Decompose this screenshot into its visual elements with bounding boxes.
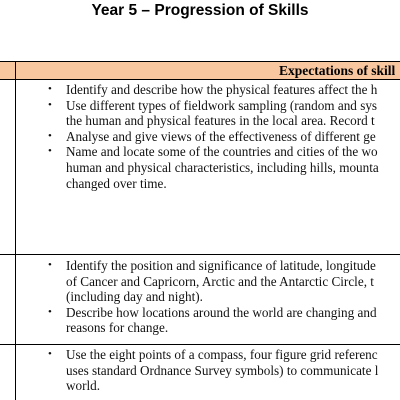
table-row xyxy=(46,82,400,191)
list-item xyxy=(46,347,400,394)
skill-list xyxy=(46,258,400,336)
bullet-icon: • xyxy=(48,259,52,271)
skill-text: Identify the position and significance of latitude, longitude of Cancer and Capricorn, Arctic and the Antarctic Circle, t (including day and night). xyxy=(66,258,376,305)
list-item xyxy=(46,305,400,336)
list-item xyxy=(46,129,400,145)
skill-text: Use the eight points of a compass, four figure grid referenc uses standard Ordnance Survey symbols) to communicate l world. xyxy=(66,347,379,394)
header-expectations: Expectations of skill xyxy=(279,63,396,78)
skill-text: Analyse and give views of the effectiveness of different ge xyxy=(66,128,376,144)
table-border-top xyxy=(0,61,400,62)
list-item xyxy=(46,98,400,129)
bullet-icon: • xyxy=(48,145,52,158)
list-item xyxy=(46,258,400,305)
row-divider xyxy=(0,344,400,345)
header-divider xyxy=(0,79,400,80)
table-header xyxy=(0,61,400,80)
bullet-icon: • xyxy=(48,129,52,142)
bullet-icon: • xyxy=(48,98,52,111)
bullet-icon: • xyxy=(48,348,52,360)
bullet-icon: • xyxy=(48,83,52,95)
page-title: Year 5 – Progression of Skills xyxy=(91,2,309,19)
column-divider xyxy=(15,61,16,400)
bullet-icon: • xyxy=(48,305,52,318)
skill-text: Use different types of fieldwork sampling (random and sys the human and physical features in the local area. Record t xyxy=(66,97,378,129)
list-item xyxy=(46,144,400,191)
skills-table xyxy=(0,61,400,400)
skill-list xyxy=(46,347,400,394)
table-row xyxy=(46,347,400,394)
skill-text: Describe how locations around the world are changing and reasons for change. xyxy=(66,304,377,336)
table-row xyxy=(46,258,400,336)
skill-text: Identify and describe how the physical features affect the h xyxy=(66,82,378,97)
row-divider xyxy=(0,254,400,255)
list-item xyxy=(46,82,400,98)
skill-list xyxy=(46,82,400,191)
skill-text: Name and locate some of the countries and cities of the wo human and physical characteristics, including hills, mounta changed over time. xyxy=(66,144,379,191)
